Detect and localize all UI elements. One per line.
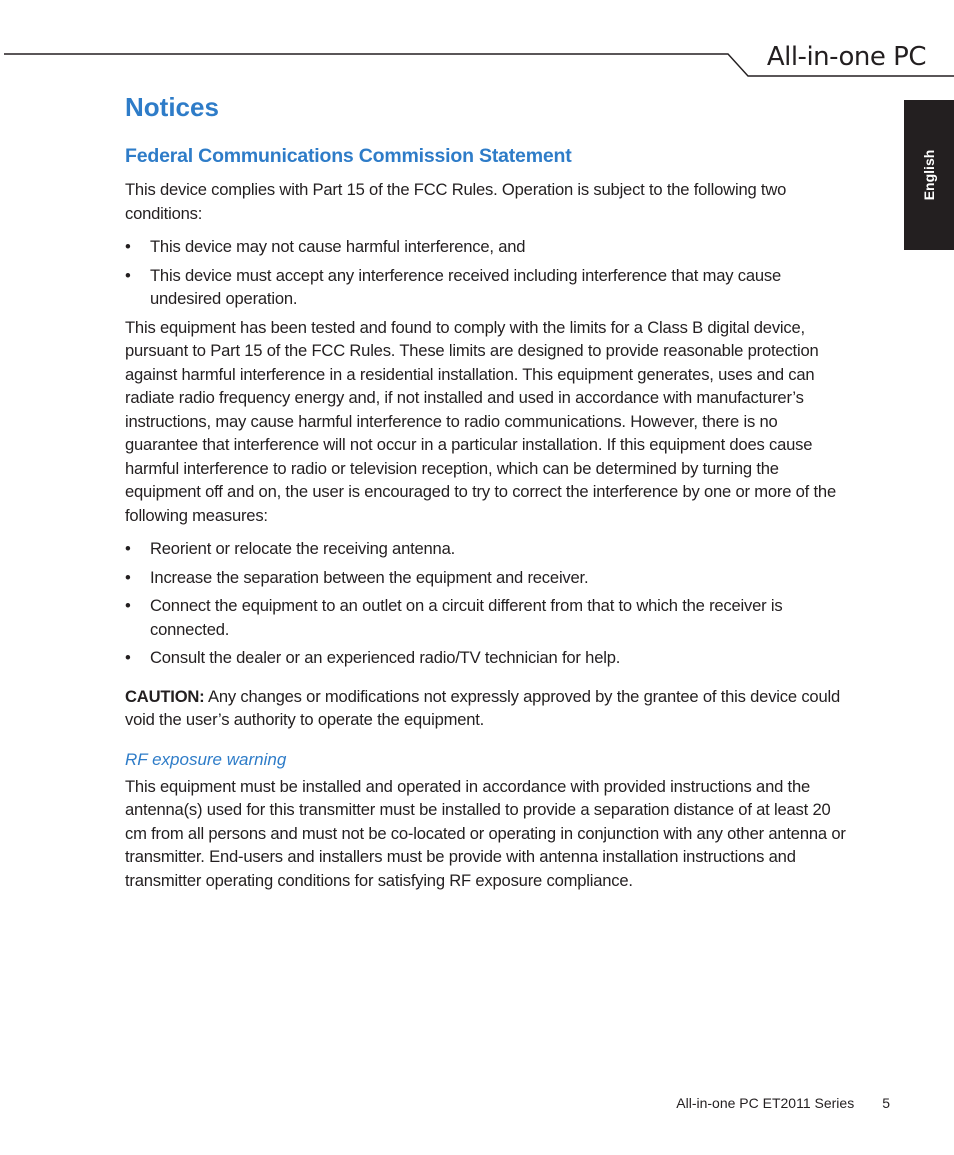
caution-text: Any changes or modifications not expressly approved by the grantee of this device could void the user’s authority to operate the equipment. xyxy=(125,686,840,729)
list-item: • Reorient or relocate the receiving antenna. xyxy=(125,537,850,561)
page-title: Notices xyxy=(125,92,219,122)
product-title: All-in-one PC xyxy=(766,42,926,72)
rf-heading: RF exposure warning xyxy=(125,749,287,769)
caution-label: CAUTION: xyxy=(125,686,205,706)
list-item: • Increase the separation between the equipment and receiver. xyxy=(125,566,850,590)
fcc-intro: This device complies with Part 15 of the FCC Rules. Operation is subject to the following two conditions: xyxy=(125,180,787,223)
list-item: • Consult the dealer or an experienced radio/TV technician for help. xyxy=(125,646,850,670)
bullet-icon: • xyxy=(125,648,131,667)
page-number: 5 xyxy=(882,1095,890,1111)
fcc-paragraph: This equipment has been tested and found to comply with the limits for a Class B digital device, pursuant to Part 15 of the FCC Rules. These limits are designed to provide reasonable protection against harmful interference in a residential installation. This equipment generates, uses and can radiate radio frequency energy and, if not installed and used in accordance with manufacturer’s instructions, may cause harmful interference to radio communications. However, there is no guarantee that interference will not occur in a particular installation. If this equipment does cause harmful interference to radio or television reception, which can be determined by turning the equipment off and on, the user is encouraged to try to correct the interference by one or more of the following measures: xyxy=(125,317,836,525)
list-item: • This device may not cause harmful interference, and xyxy=(125,235,850,259)
bullet-icon: • xyxy=(125,265,131,285)
language-tab xyxy=(904,100,954,250)
footer-series: All-in-one PC ET2011 Series xyxy=(676,1095,855,1111)
bullet-icon: • xyxy=(125,567,131,587)
bullet-icon: • xyxy=(125,237,131,256)
bullet-icon: • xyxy=(125,596,131,615)
fcc-measures-list xyxy=(125,537,850,670)
fcc-conditions-list xyxy=(125,235,850,311)
list-item: • Connect the equipment to an outlet on a circuit different from that to which the receiver is connected. xyxy=(125,596,783,639)
caution-paragraph xyxy=(125,685,850,732)
bullet-icon: • xyxy=(125,539,131,558)
language-tab-label: English xyxy=(921,149,937,201)
list-item: • This device must accept any interference received including interference that may cause undesired operation. xyxy=(125,265,782,308)
fcc-heading: Federal Communications Commission Statement xyxy=(125,145,572,167)
page-content xyxy=(125,92,850,892)
page-footer xyxy=(676,1095,890,1111)
rf-paragraph: This equipment must be installed and operated in accordance with provided instructions and the antenna(s) used for this transmitter must be installed to provide a separation distance of at least 20 cm from all persons and must not be co-located or operating in conjunction with any other antenna or transmitter. End-users and installers must be provide with antenna installation instructions and transmitter operating conditions for satisfying RF exposure compliance. xyxy=(125,776,846,890)
